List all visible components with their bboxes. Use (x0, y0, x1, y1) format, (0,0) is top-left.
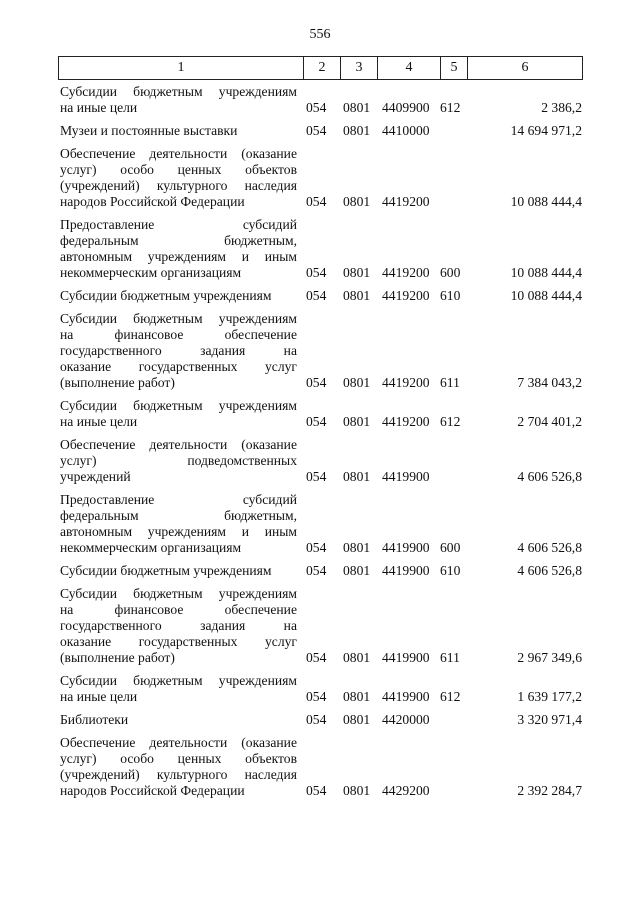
row-description (60, 146, 297, 210)
target-article-code: 4419200 (382, 288, 430, 303)
row-description (60, 311, 297, 391)
ministry-code: 054 (306, 375, 327, 390)
row-description-line: (выполнение работ) (60, 650, 175, 665)
expense-type-code: 611 (440, 375, 460, 390)
table-row (0, 712, 640, 728)
target-article-code: 4419900 (382, 563, 430, 578)
row-description (60, 398, 297, 430)
table-row (0, 673, 640, 705)
section-code: 0801 (343, 100, 371, 115)
row-description (60, 673, 297, 705)
table-row (0, 311, 640, 391)
row-description (60, 712, 297, 728)
target-article-code: 4429200 (382, 783, 430, 798)
column-header-5: 5 (441, 57, 468, 80)
amount-value: 2 392 284,7 (517, 783, 582, 798)
column-header-2: 2 (304, 57, 341, 80)
row-description-line: (выполнение работ) (60, 375, 175, 390)
table-row (0, 398, 640, 430)
target-article-code: 4419900 (382, 469, 430, 484)
section-code: 0801 (343, 783, 371, 798)
ministry-code: 054 (306, 540, 327, 555)
amount-value: 3 320 971,4 (517, 712, 582, 727)
section-code: 0801 (343, 194, 371, 209)
row-description-line: (учреждений) культурного наследия (60, 767, 297, 782)
section-code: 0801 (343, 469, 371, 484)
row-description-line: автономным учреждениям и иным (60, 249, 297, 264)
row-description-line: государственного задания на (60, 343, 297, 358)
ministry-code: 054 (306, 265, 327, 280)
amount-value: 2 967 349,6 (517, 650, 582, 665)
row-description-line: Обеспечение деятельности (оказание (60, 146, 297, 161)
section-code: 0801 (343, 414, 371, 429)
expense-type-code: 611 (440, 650, 460, 665)
row-description (60, 586, 297, 666)
section-code: 0801 (343, 288, 371, 303)
row-description-line: Предоставление субсидий (60, 492, 297, 507)
row-description-line: Библиотеки (60, 712, 129, 727)
row-description-line: услуг) особо ценных объектов (60, 751, 297, 766)
row-description (60, 563, 297, 579)
target-article-code: 4419900 (382, 650, 430, 665)
row-description (60, 735, 297, 799)
table-row (0, 437, 640, 485)
row-description (60, 437, 297, 485)
ministry-code: 054 (306, 100, 327, 115)
table-row (0, 288, 640, 304)
amount-value: 10 088 444,4 (510, 194, 582, 209)
target-article-code: 4419200 (382, 375, 430, 390)
row-description-line: на иные цели (60, 689, 138, 704)
expense-type-code: 612 (440, 414, 461, 429)
row-description-line: Субсидии бюджетным учреждениям (60, 586, 297, 601)
row-description-line: Обеспечение деятельности (оказание (60, 735, 297, 750)
section-code: 0801 (343, 689, 371, 704)
row-description-line: федеральным бюджетным, (60, 508, 297, 523)
amount-value: 1 639 177,2 (517, 689, 582, 704)
row-description (60, 123, 297, 139)
row-description-line: Субсидии бюджетным учреждениям (60, 288, 272, 303)
row-description-line: автономным учреждениям и иным (60, 524, 297, 539)
row-description (60, 217, 297, 281)
row-description-line: некоммерческим организациям (60, 540, 242, 555)
ministry-code: 054 (306, 469, 327, 484)
row-description-line: некоммерческим организациям (60, 265, 242, 280)
target-article-code: 4410000 (382, 123, 430, 138)
row-description-line: (учреждений) культурного наследия (60, 178, 297, 193)
expense-type-code: 610 (440, 563, 461, 578)
ministry-code: 054 (306, 123, 327, 138)
expense-type-code: 612 (440, 100, 461, 115)
table-row (0, 586, 640, 666)
ministry-code: 054 (306, 288, 327, 303)
target-article-code: 4419900 (382, 540, 430, 555)
row-description-line: государственного задания на (60, 618, 297, 633)
row-description-line: Обеспечение деятельности (оказание (60, 437, 297, 452)
table-row (0, 123, 640, 139)
row-description-line: на иные цели (60, 100, 138, 115)
expense-type-code: 600 (440, 265, 461, 280)
section-code: 0801 (343, 650, 371, 665)
row-description-line: оказание государственных услуг (60, 634, 297, 649)
row-description (60, 84, 297, 116)
row-description-line: учреждений (60, 469, 131, 484)
column-header-row (59, 57, 583, 80)
amount-value: 10 088 444,4 (510, 288, 582, 303)
ministry-code: 054 (306, 414, 327, 429)
section-code: 0801 (343, 540, 371, 555)
ministry-code: 054 (306, 689, 327, 704)
row-description (60, 492, 297, 556)
row-description (60, 288, 297, 304)
section-code: 0801 (343, 265, 371, 280)
amount-value: 2 704 401,2 (517, 414, 582, 429)
row-description-line: на иные цели (60, 414, 138, 429)
column-header-6: 6 (468, 57, 583, 80)
column-header-table (58, 56, 583, 80)
amount-value: 10 088 444,4 (510, 265, 582, 280)
amount-value: 4 606 526,8 (517, 469, 582, 484)
row-description-line: на финансовое обеспечение (60, 602, 297, 617)
row-description-line: Субсидии бюджетным учреждениям (60, 563, 272, 578)
target-article-code: 4419900 (382, 689, 430, 704)
column-header-3: 3 (341, 57, 378, 80)
amount-value: 4 606 526,8 (517, 563, 582, 578)
ministry-code: 054 (306, 650, 327, 665)
row-description-line: оказание государственных услуг (60, 359, 297, 374)
table-row (0, 492, 640, 556)
row-description-line: народов Российской Федерации (60, 194, 245, 209)
row-description-line: на финансовое обеспечение (60, 327, 297, 342)
row-description-line: Музеи и постоянные выставки (60, 123, 238, 138)
table-row (0, 217, 640, 281)
row-description-line: Субсидии бюджетным учреждениям (60, 398, 297, 413)
ministry-code: 054 (306, 563, 327, 578)
expense-type-code: 612 (440, 689, 461, 704)
page-number: 556 (309, 27, 331, 42)
section-code: 0801 (343, 375, 371, 390)
amount-value: 2 386,2 (541, 100, 582, 115)
expense-type-code: 610 (440, 288, 461, 303)
table-row (0, 146, 640, 210)
section-code: 0801 (343, 563, 371, 578)
ministry-code: 054 (306, 194, 327, 209)
row-description-line: федеральным бюджетным, (60, 233, 297, 248)
expense-type-code: 600 (440, 540, 461, 555)
column-header-1: 1 (59, 57, 304, 80)
amount-value: 14 694 971,2 (510, 123, 582, 138)
section-code: 0801 (343, 712, 371, 727)
table-row (0, 84, 640, 116)
target-article-code: 4419200 (382, 194, 430, 209)
target-article-code: 4419200 (382, 414, 430, 429)
amount-value: 4 606 526,8 (517, 540, 582, 555)
row-description-line: Предоставление субсидий (60, 217, 297, 232)
ministry-code: 054 (306, 712, 327, 727)
row-description-line: услуг) подведомственных (60, 453, 297, 468)
target-article-code: 4409900 (382, 100, 430, 115)
row-description-line: Субсидии бюджетным учреждениям (60, 311, 297, 326)
row-description-line: Субсидии бюджетным учреждениям (60, 84, 297, 99)
row-description-line: услуг) особо ценных объектов (60, 162, 297, 177)
section-code: 0801 (343, 123, 371, 138)
row-description-line: Субсидии бюджетным учреждениям (60, 673, 297, 688)
target-article-code: 4419200 (382, 265, 430, 280)
table-row (0, 735, 640, 799)
row-description-line: народов Российской Федерации (60, 783, 245, 798)
target-article-code: 4420000 (382, 712, 430, 727)
ministry-code: 054 (306, 783, 327, 798)
column-header-4: 4 (378, 57, 441, 80)
table-row (0, 563, 640, 579)
amount-value: 7 384 043,2 (517, 375, 582, 390)
